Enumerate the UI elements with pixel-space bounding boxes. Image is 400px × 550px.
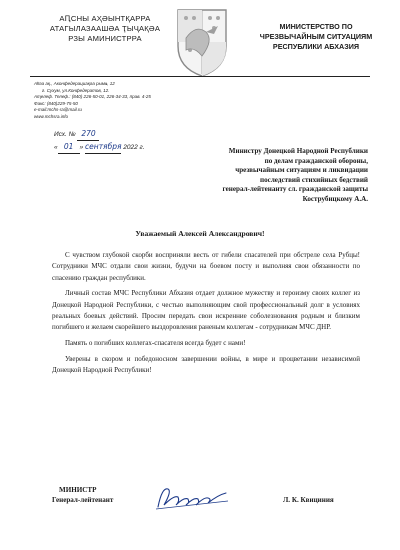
addressee-line: Министру Донецкой Народной Республики [228, 147, 368, 155]
body-paragraph: Память о погибших коллегах-спасателя всегда будет с нами! [65, 339, 246, 348]
signatory-position: МИНИСТР [59, 486, 97, 494]
letter-body [52, 250, 360, 381]
contact-line: www.mchsra.info [34, 113, 69, 119]
header-right-line: МИНИСТЕРСТВО ПО [279, 22, 353, 31]
contact-line: Аҟәа ақ., Аконфедерациақәа рымҩ, 12 [34, 81, 115, 86]
signatory-name: Л. К. Квициния [283, 496, 334, 504]
outgoing-prefix: Исх. № [54, 131, 76, 138]
header-left-line: РЗЫ АМИНИСТРРА [68, 34, 142, 43]
addressee-line: последствий стихийных бедствий [260, 175, 368, 184]
signatory-title [52, 486, 113, 506]
handwritten-signature-icon [152, 483, 232, 513]
contact-line: Аҭелеф. Телеф.: (840) 226-50-01, 226-34-33, прав. 4-25 [34, 94, 151, 100]
signatory-rank: Генерал-лейтенант [52, 495, 114, 504]
header-right-line: РЕСПУБЛИКИ АБХАЗИЯ [272, 42, 360, 51]
addressee-line: Кострубицкому А.А. [302, 194, 368, 203]
body-paragraph: Уверены в скором и победоносном завершении войны, в мире и процветании независимой Донецкой Народной Республики! [52, 354, 360, 375]
outgoing-number-block: Исх. № 270 « 01 » сентября 2022 г. [54, 128, 145, 154]
header-left-line: АТАГЫЛАЗААШӘА ҬЫҶАҚӘА [49, 24, 161, 33]
body-paragraph: Личный состав МЧС Республики Абхазия отдает должное мужеству и героизму своих коллег из Донецкой Народной Республики, с честью выполняющим свой профессиональный долг в условиях реальных боевых действий. Просим передать свои искренние соболезнования родным и близким погибшего и желаем скорейшего выздоровления раненым коллегам - сотрудникам МЧС ДНР. [52, 289, 360, 332]
coat-of-arms-icon [172, 6, 232, 78]
greeting: Уважаемый Алексей Александрович! [135, 229, 265, 238]
contact-line: e-mail:mchs-ra@mail.ru [34, 107, 82, 113]
header-left-line: АԤСНЫ АҲӘЫНТҚАРРА [59, 14, 151, 23]
outgoing-number: 270 [77, 128, 99, 141]
contact-block [34, 81, 184, 121]
header-ministry-name [246, 22, 386, 52]
header-divider [30, 76, 370, 77]
addressee-line: чрезвычайным ситуациям и ликвидации [235, 166, 368, 175]
addressee-block [148, 147, 368, 205]
contact-line: г. Сухум, ул.Конфедератов, 12. [42, 87, 110, 93]
outgoing-year: 2022 г. [123, 144, 145, 151]
addressee-line: по делам гражданской обороны, [264, 156, 368, 165]
body-paragraph: С чувством глубокой скорби восприняли весть от гибели спасателей при обстреле села Рубцы! Сотрудники МЧС отдали свои жизни, будучи на боевом посту и выполняя свои обязанности по спасению граждан республики. [52, 251, 360, 282]
addressee-line: генерал-лейтенанту сл. гражданской защиты [222, 185, 368, 194]
outgoing-month: сентября [85, 141, 121, 154]
header-abkhaz-name [30, 14, 180, 44]
contact-line: Факс: (840)229-75-50 [34, 100, 78, 106]
header-right-line: ЧРЕЗВЫЧАЙНЫМ СИТУАЦИЯМ [259, 32, 373, 41]
outgoing-day: 01 [58, 141, 80, 154]
